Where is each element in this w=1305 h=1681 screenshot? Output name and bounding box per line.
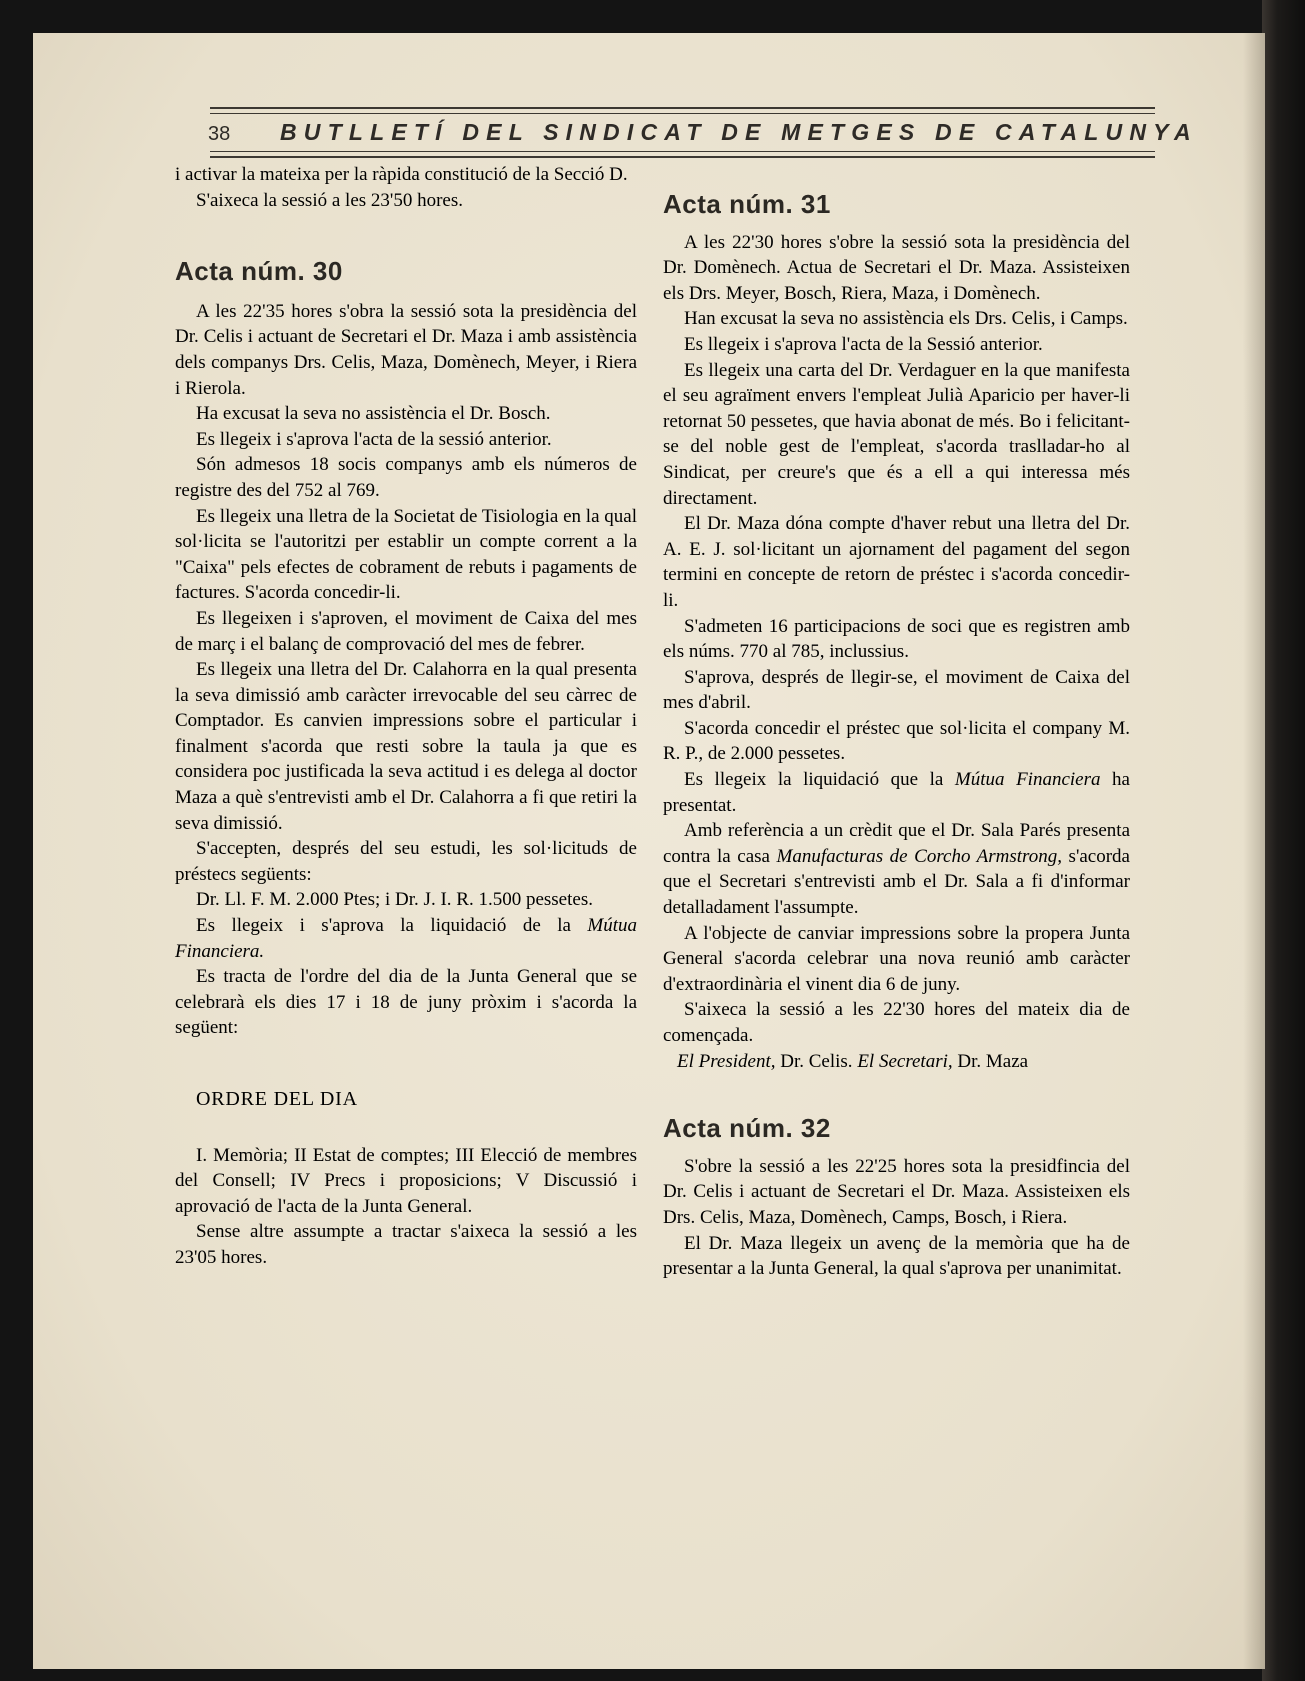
paragraph: El Dr. Maza dóna compte d'haver rebut una lletra del Dr. A. E. J. sol·licitant un ajornament del pagament del segon termini en concepte de retorn de préstec i s'acorda concedir-li.: [663, 513, 1130, 611]
gutter-shadow: [1243, 33, 1265, 1669]
running-header: [175, 73, 1198, 163]
paragraph: Han excusat la seva no assistència els Drs. Celis, i Camps.: [684, 308, 1128, 330]
paragraph: [663, 767, 1130, 818]
acta-31-heading: Acta núm. 31: [663, 189, 831, 219]
paragraph: i activar la mateixa per la ràpida constitució de la Secció D.: [175, 164, 628, 185]
paragraph: Es llegeix una lletra del Dr. Calahorra en la qual presenta la seva dimissió amb caràcter irrevocable del seu càrrec de Comptador. Es canvien impressions sobre el particular i finalment s'acorda que resti sobre la taula ja que es considera poc justificada la seva actitud i es delega al doctor Maza a què s'entrevisti amb el Dr. Calahorra a fi que retiri la seva dimissió.: [175, 659, 637, 834]
text-run: Es llegeix i s'aprova la liquidació de la: [196, 915, 588, 937]
acta-30-heading: Acta núm. 30: [175, 256, 343, 287]
italic-text: Mútua Financiera: [954, 769, 1101, 791]
italic-text: Mútua Financiera.: [175, 915, 637, 962]
paragraph: S'accepten, després del seu estudi, les sol·licituds de préstecs següents:: [175, 838, 637, 885]
paragraph: S'obre la sessió a les 22'25 hores sota la presidfincia del Dr. Celis i actuant de Secretari el Dr. Maza. Assisteixen els Drs. Celis, Maza, Domènech, Camps, Bosch, i Riera.: [663, 1155, 1130, 1228]
paragraph: Es llegeix i s'aprova l'acta de la Sessió anterior.: [684, 333, 1043, 355]
paragraph: Es llegeix i s'aprova l'acta de la sessió anterior.: [196, 428, 552, 450]
text-run: s'acorda que el Secretari s'entrevisti amb el Dr. Sala a fi d'informar detalladament l'assumpte.: [663, 845, 1130, 919]
paragraph: A l'objecte de canviar impressions sobre la propera Junta General s'acorda celebrar una nova reunió amb caràcter d'extraordinària el vinent dia 6 de juny.: [663, 922, 1130, 995]
header-rule: [210, 151, 1155, 152]
left-column: [175, 162, 637, 1271]
paragraph: S'aprova, després de llegir-se, el moviment de Caixa del mes d'abril.: [663, 666, 1130, 714]
text-run: Es llegeix la liquidació que la: [684, 769, 955, 791]
paragraph: Sense altre assumpte a tractar s'aixeca la sessió a les 23'05 hores.: [175, 1221, 637, 1268]
ordre-del-dia-heading: ORDRE DEL DIA: [196, 1088, 358, 1110]
paragraph: Es tracta de l'ordre del dia de la Junta General que se celebrarà els dies 17 i 18 de juny pròxim i s'acorda la següent:: [175, 966, 637, 1039]
header-rule: [210, 156, 1155, 158]
header-rule: [210, 107, 1155, 109]
text-run: Amb referència a un crèdit que el Dr. Sala Parés presenta contra la casa: [663, 820, 1130, 867]
acta-32-heading: Acta núm. 32: [663, 1113, 831, 1144]
signature-line: [663, 1049, 1130, 1075]
secretary-label: El Secretari,: [857, 1050, 953, 1072]
paragraph: Ha excusat la seva no assistència el Dr. Bosch.: [196, 403, 551, 425]
paragraph: A les 22'35 hores s'obra la sessió sota la presidència del Dr. Celis i actuant de Secretari el Dr. Maza i amb assistència dels companys Drs. Celis, Maza, Domènech, Meyer, i Riera i Rierola.: [175, 300, 637, 399]
right-column: [663, 162, 1130, 1282]
paragraph: S'admeten 16 participacions de soci que es registren amb els núms. 770 al 785, inclussius.: [663, 615, 1130, 663]
secretary-name: Dr. Maza: [952, 1050, 1029, 1072]
paragraph: Són admesos 18 socis companys amb els números de registre des del 752 al 769.: [175, 454, 637, 501]
president-label: El President,: [677, 1050, 776, 1072]
paragraph: [175, 913, 637, 964]
paragraph: [663, 818, 1130, 920]
paragraph: Es llegeix una lletra de la Societat de Tisiologia en la qual sol·licita se l'autoritzi per establir un compte corrent a la "Caixa" pels efectes de cobrament de rebuts i pagaments de factures. S'acorda concedir-li.: [175, 505, 637, 604]
paragraph: Es llegeixen i s'aproven, el moviment de Caixa del mes de març i el balanç de comprovació del mes de febrer.: [175, 607, 637, 655]
paragraph: Es llegeix una carta del Dr. Verdaguer en la que manifesta el seu agraïment envers l'empleat Julià Aparicio per haver-li retornat 50 pessetes, que havia abonat de més. Bo i felicitant-se del noble gest de l'empleat, s'acorda traslladar-ho al Sindicat, per creure's que és a ell a qui interessa més directament.: [663, 359, 1130, 509]
paragraph: S'aixeca la sessió a les 22'30 hores del mateix dia de començada.: [663, 999, 1130, 1046]
italic-text: Manufacturas de Corcho Armstrong,: [776, 845, 1062, 867]
journal-title: BUTLLETÍ DEL SINDICAT DE METGES DE CATALUNYA: [280, 119, 1198, 145]
paragraph: A les 22'30 hores s'obre la sessió sota la presidència del Dr. Domènech. Actua de Secretari el Dr. Maza. Assisteixen els Drs. Meyer, Bosch, Riera, Maza, i Domènech.: [663, 231, 1130, 304]
paragraph: I. Memòria; II Estat de comptes; III Elecció de membres del Consell; IV Precs i proposicions; V Discussió i aprovació de l'acta de la Junta General.: [175, 1144, 637, 1217]
scan-background: [1262, 0, 1305, 1681]
paragraph: S'acorda concedir el préstec que sol·licita el company M. R. P., de 2.000 pessetes.: [663, 717, 1130, 765]
page-number: 38: [208, 123, 231, 145]
paragraph: Dr. Ll. F. M. 2.000 Ptes; i Dr. J. I. R. 1.500 pessetes.: [196, 889, 593, 911]
paragraph: S'aixeca la sessió a les 23'50 hores.: [196, 189, 463, 211]
paragraph: El Dr. Maza llegeix un avenç de la memòria que ha de presentar a la Junta General, la qual s'aprova per unanimitat.: [663, 1232, 1130, 1280]
header-rule: [210, 113, 1155, 114]
president-name: Dr. Celis.: [775, 1050, 858, 1072]
text-run: ha presentat.: [663, 769, 1130, 816]
